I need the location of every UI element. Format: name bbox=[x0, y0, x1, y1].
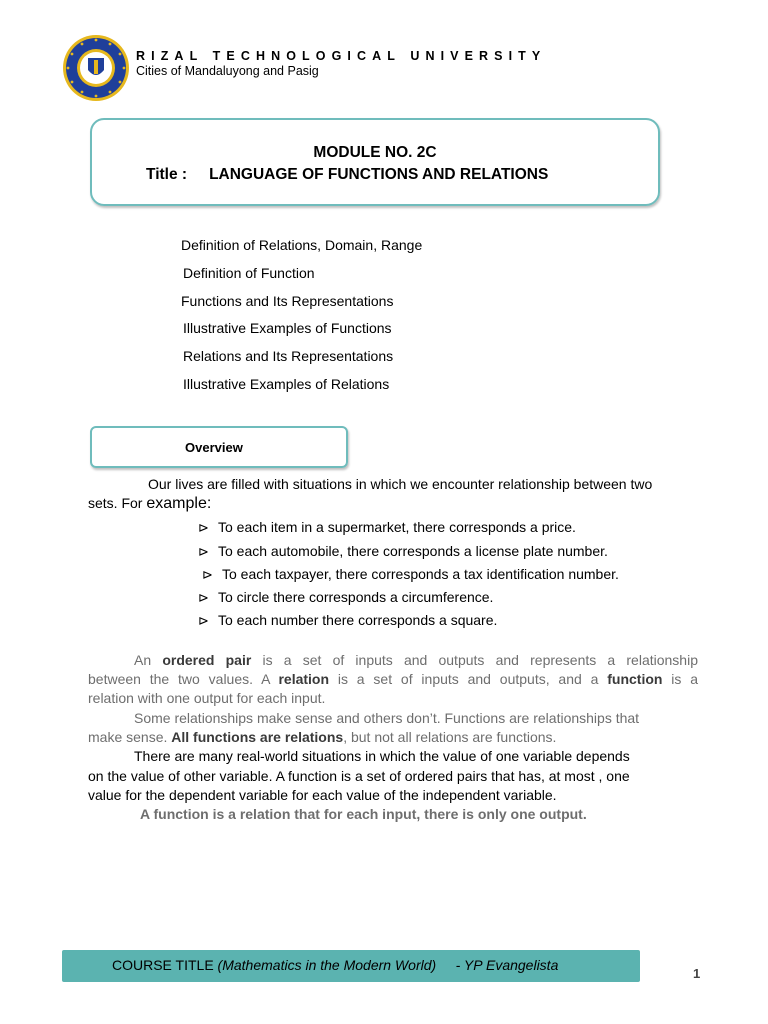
paragraph-line: value for the dependent variable for each value of the independent variable. bbox=[88, 787, 557, 803]
topic-item: Functions and Its Representations bbox=[181, 293, 394, 309]
module-number: MODULE NO. 2C bbox=[313, 144, 437, 161]
footer-bar bbox=[62, 950, 640, 982]
overview-label: Overview bbox=[185, 440, 243, 455]
module-title-box bbox=[90, 118, 660, 206]
list-item-text: To circle there corresponds a circumference. bbox=[218, 589, 494, 605]
module-title bbox=[146, 166, 548, 184]
topic-item: Definition of Relations, Domain, Range bbox=[181, 237, 423, 253]
list-item bbox=[198, 519, 576, 536]
university-cities: Cities of Mandaluyong and Pasig bbox=[136, 64, 319, 78]
module-title-label: Title : bbox=[146, 166, 188, 183]
text: is a set of inputs and outputs, and a bbox=[329, 671, 608, 687]
list-item bbox=[202, 566, 619, 583]
topic-item: Relations and Its Representations bbox=[183, 348, 394, 364]
intro-line bbox=[88, 495, 211, 513]
paragraph-line bbox=[134, 652, 698, 668]
arrow-bullet-icon: ⊳ bbox=[202, 567, 213, 582]
footer-course-name: (Mathematics in the Modern World) bbox=[217, 957, 437, 973]
paragraph-line: relation with one output for each input. bbox=[88, 690, 326, 706]
footer-course-label: COURSE TITLE bbox=[112, 957, 218, 973]
topic-item: Illustrative Examples of Functions bbox=[183, 320, 392, 336]
arrow-bullet-icon: ⊳ bbox=[198, 544, 209, 559]
key-definition: A function is a relation that for each input, there is only one output. bbox=[140, 806, 587, 822]
topic-item: Illustrative Examples of Relations bbox=[183, 376, 390, 392]
arrow-bullet-icon: ⊳ bbox=[198, 613, 209, 628]
term-ordered-pair: ordered pair bbox=[162, 652, 252, 668]
list-item-text: To each number there corresponds a square. bbox=[218, 612, 498, 628]
list-item-text: To each automobile, there corresponds a license plate number. bbox=[218, 543, 608, 559]
list-item-text: To each item in a supermarket, there corresponds a price. bbox=[218, 519, 576, 535]
overview-box bbox=[90, 426, 348, 468]
intro-line: Our lives are filled with situations in which we encounter relationship between two bbox=[148, 476, 653, 492]
text: , but not all relations are functions. bbox=[343, 729, 557, 745]
term-relation: relation bbox=[278, 671, 330, 687]
arrow-bullet-icon: ⊳ bbox=[198, 520, 209, 535]
text: between the two values. A bbox=[88, 671, 279, 687]
page-number: 1 bbox=[693, 966, 701, 981]
paragraph-line: on the value of other variable. A function is a set of ordered pairs that has, at most , one bbox=[88, 768, 630, 784]
term-function: function bbox=[607, 671, 663, 687]
text: An bbox=[134, 652, 163, 668]
module-title-text: LANGUAGE OF FUNCTIONS AND RELATIONS bbox=[209, 166, 549, 183]
list-item bbox=[198, 543, 608, 560]
list-item bbox=[198, 589, 493, 606]
intro-text: sets. For bbox=[88, 495, 147, 511]
text: is a set of inputs and outputs and represents a relationship bbox=[251, 652, 698, 668]
footer-course bbox=[112, 957, 558, 973]
footer-author: - YP Evangelista bbox=[436, 957, 559, 973]
list-item-text: To each taxpayer, there corresponds a tax identification number. bbox=[222, 566, 619, 582]
arrow-bullet-icon: ⊳ bbox=[198, 590, 209, 605]
university-seal-logo bbox=[62, 34, 130, 102]
term-all-functions-are-relations: All functions are relations bbox=[171, 729, 344, 745]
text: make sense. bbox=[88, 729, 172, 745]
intro-example-word: example: bbox=[146, 495, 212, 512]
paragraph-line bbox=[88, 671, 698, 687]
paragraph-line: There are many real-world situations in which the value of one variable depends bbox=[134, 748, 630, 764]
list-item bbox=[198, 612, 497, 629]
paragraph-line: Some relationships make sense and others don’t. Functions are relationships that bbox=[134, 710, 640, 726]
text: is a bbox=[662, 671, 699, 687]
topic-item: Definition of Function bbox=[183, 265, 315, 281]
paragraph-line bbox=[88, 729, 556, 745]
university-name: RIZAL TECHNOLOGICAL UNIVERSITY bbox=[136, 49, 547, 63]
